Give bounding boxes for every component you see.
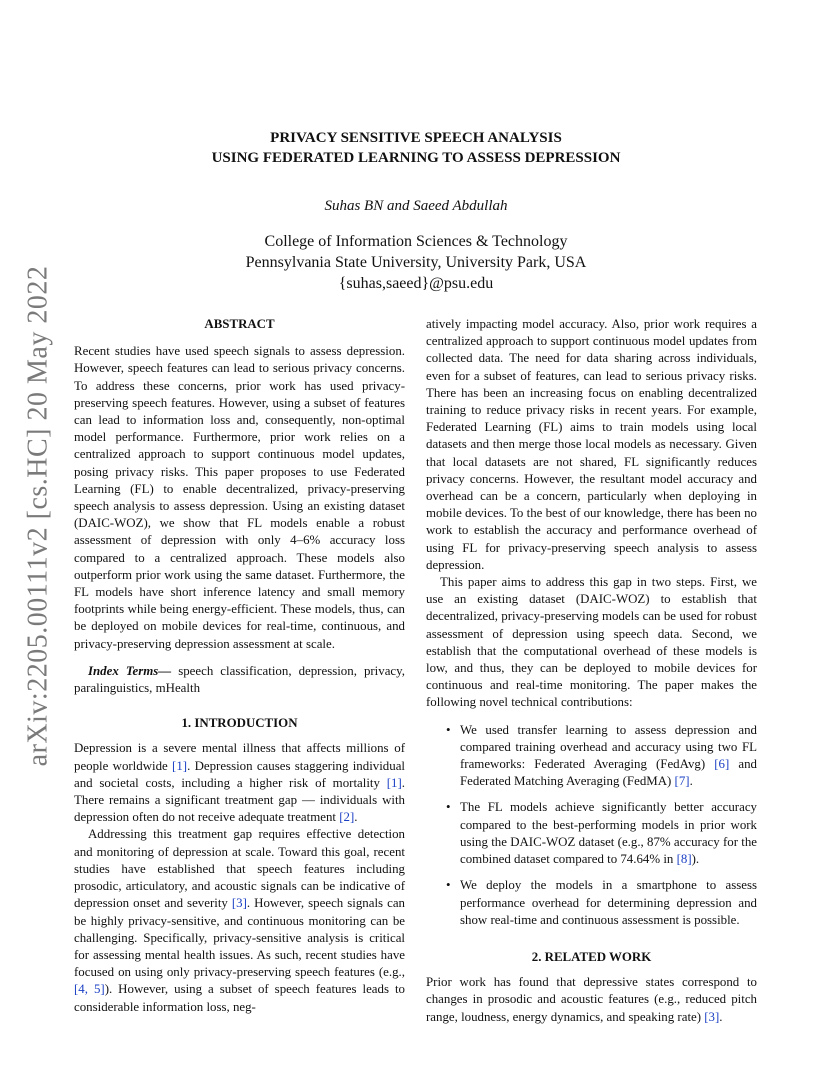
- paper-title: [74, 128, 758, 168]
- bullet: •: [446, 722, 451, 737]
- contributions-list: [426, 722, 757, 929]
- arxiv-id: arXiv:2205.00111v2 [cs.HC] 20 May 2022: [22, 265, 53, 767]
- citation-link[interactable]: [4, 5]: [74, 982, 105, 997]
- index-terms: [74, 663, 405, 697]
- bullet: •: [446, 878, 451, 893]
- affiliation-line: Pennsylvania State University, University Park, USA: [245, 254, 587, 271]
- citation-link[interactable]: [1]: [386, 775, 402, 790]
- authors: Suhas BN and Saeed Abdullah: [324, 198, 508, 214]
- related-paragraph-1: Prior work has found that depressive states correspond to changes in prosodic and acoustic features (e.g., reduced pitch range, loudness, energy dynamics, and speaking rate) [3].: [426, 975, 757, 1024]
- citation-link[interactable]: [8]: [676, 852, 692, 867]
- section-heading-introduction: 1. INTRODUCTION: [181, 716, 298, 731]
- intro-paragraph-3: atively impacting model accuracy. Also, prior work requires a centralized approach to support continuous model updates from collected data. The need for data sharing across individuals, even for a subset of features, can lead to serious privacy risks. There has been an increasing focus on enabling decentralized training to reduce privacy risks in recent years. For example, Federated Learning (FL) aims to train models using local datasets and then merge those local models as necessary. Given that local datasets are not shared, FL significantly reduces privacy concerns. However, the resultant model accuracy and overhead can be a concern, particularly when deploying in mobile devices. To the best of our knowledge, there has been no work to establish the accuracy and performance overhead of using FL for privacy-preserving speech analysis to assess depression.: [426, 317, 757, 572]
- index-terms-label: Index Terms—: [88, 663, 172, 678]
- intro-paragraph-4: This paper aims to address this gap in two steps. First, we use an existing dataset (DAIC-WOZ) to establish that decentralized, privacy-preserving models can be used for robust assessment of depression using speech data. Second, we establish that the computational overhead of these models is low, and thus, they can be deployed to mobile devices for continuous and real-time monitoring. The paper makes the following novel technical contributions:: [426, 575, 757, 710]
- index-terms-text: speech classification, depression, privacy, paralinguistics, mHealth: [74, 663, 405, 696]
- affiliation-email: {suhas,saeed}@psu.edu: [338, 275, 494, 292]
- title-block: [74, 128, 758, 294]
- arxiv-stamp: [18, 265, 58, 767]
- bullet: •: [446, 800, 451, 815]
- abstract-heading: ABSTRACT: [204, 317, 275, 331]
- citation-link[interactable]: [2]: [339, 810, 355, 825]
- left-column: [74, 316, 405, 1016]
- list-item: • The FL models achieve significantly better accuracy compared to the best-performing models in prior work using the DAIC-WOZ dataset (e.g., 87% accuracy for the combined dataset compared to 74.64% in [8]).: [446, 800, 757, 867]
- title-line: PRIVACY SENSITIVE SPEECH ANALYSIS: [270, 130, 562, 146]
- citation-link[interactable]: [1]: [172, 758, 188, 773]
- section-heading-related-work: 2. RELATED WORK: [531, 949, 652, 964]
- intro-paragraph-2: Addressing this treatment gap requires effective detection and monitoring of depression at scale. Toward this goal, recent studies have established that speech features including prosodic, articulatory, and acoustic signals can be indicative of depression onset and severity [3]. However, speech signals can be highly privacy-sensitive, and continuous monitoring can be challenging. Specifically, privacy-sensitive analysis is critical for assessing mental health issues. As such, recent studies have focused on using only privacy-preserving speech features (e.g., [4, 5]). However, using a subset of speech features leads to considerable information loss, neg-: [74, 827, 406, 1014]
- citation-link[interactable]: [3]: [704, 1009, 720, 1024]
- citation-link[interactable]: [6]: [714, 757, 730, 772]
- right-column: [426, 316, 757, 1026]
- list-item: • We used transfer learning to assess depression and compared training overhead and accuracy using two FL frameworks: Federated Averaging (FedAvg) [6] and Federated Matching Averaging (FedMA) [7].: [446, 722, 757, 789]
- intro-paragraph-1: Depression is a severe mental illness that affects millions of people worldwide [1]. Depression causes staggering individual and societal costs, including a higher risk of mortality [1]. There remains a significant treatment gap — individuals with depression often do not receive adequate treatment [2].: [74, 741, 405, 825]
- title-line: USING FEDERATED LEARNING TO ASSESS DEPRESSION: [211, 150, 621, 166]
- affiliation-line: College of Information Sciences & Technology: [264, 233, 568, 250]
- abstract-text: Recent studies have used speech signals to assess depression. However, speech features can lead to serious privacy concerns. To address these concerns, prior work has used privacy-preserving speech features. However, using a subset of features can lead to information loss and, consequently, non-optimal model performance. Furthermore, prior work relies on a centralized approach to support continuous model updates, posing privacy risks. This paper proposes to use Federated Learning (FL) to enable decentralized, privacy-preserving speech analysis to assess depression. Using an existing dataset (DAIC-WOZ), we show that FL models enable a robust assessment of depression with only 4–6% accuracy loss compared to a centralized approach. These models also outperform prior work using the same dataset. Furthermore, the FL models have short inference latency and small memory footprints while being energy-efficient. These models, thus, can be deployed on mobile devices for real-time, continuous, and privacy-preserving depression assessment at scale.: [74, 344, 405, 651]
- citation-link[interactable]: [3]: [231, 896, 247, 911]
- list-item: • We deploy the models in a smartphone to assess performance overhead for determining depression and show real-time and continuous assessment is possible.: [446, 878, 757, 927]
- affiliation: [74, 231, 758, 294]
- citation-link[interactable]: [7]: [674, 774, 690, 789]
